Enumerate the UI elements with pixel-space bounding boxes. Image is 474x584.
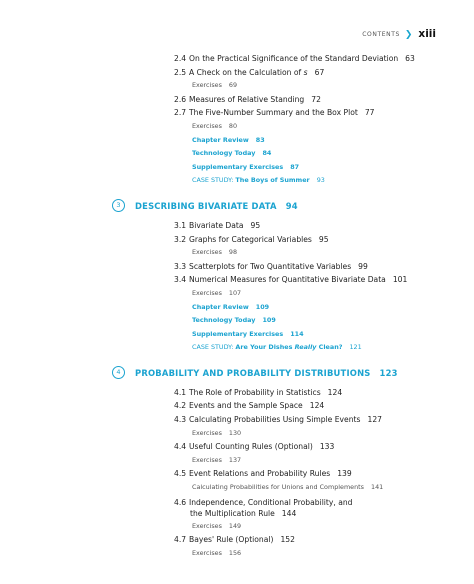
toc-section <box>0 467 474 481</box>
section-title: Bayes' Rule (Optional) <box>189 535 274 545</box>
page-ref: 63 <box>405 54 415 63</box>
toc-case-study <box>0 341 474 355</box>
page-ref: 69 <box>228 81 238 90</box>
running-header <box>362 28 436 40</box>
page-ref: 144 <box>281 508 297 518</box>
toc-section <box>0 233 474 247</box>
case-study-prefix: CASE STUDY: <box>192 176 236 185</box>
feature-title: Supplementary Exercises <box>192 329 284 338</box>
page-ref: 124 <box>327 387 343 397</box>
toc-section <box>0 219 474 233</box>
section-number: 2.6 <box>174 94 187 104</box>
feature-title: Technology Today <box>192 149 256 158</box>
section-title-emphasis: s <box>303 67 308 77</box>
section-title: Measures of Relative Standing <box>189 94 305 104</box>
toc-subentry <box>0 481 474 495</box>
page-ref: 80 <box>228 121 238 130</box>
subentry-title: Exercises <box>192 428 222 437</box>
page-ref: 123 <box>379 367 398 378</box>
section-number: 2.5 <box>174 67 187 77</box>
subentry-title: Exercises <box>192 81 222 90</box>
toc-section <box>0 386 474 400</box>
page-ref: 93 <box>316 176 325 185</box>
subentry-title: Exercises <box>192 455 222 464</box>
page-ref: 156 <box>228 548 242 557</box>
section-number: 3.4 <box>174 275 187 285</box>
page-ref: 109 <box>255 302 270 311</box>
section-number: 3.3 <box>174 261 187 271</box>
section-number: 3.2 <box>174 234 187 244</box>
case-study-title <box>235 176 309 184</box>
section-number: 4.2 <box>174 401 187 411</box>
page-ref: 137 <box>228 455 242 464</box>
section-title: Numerical Measures for Quantitative Bivariate Data <box>189 275 386 285</box>
section-title: Calculating Probabilities Using Simple Events <box>189 415 361 425</box>
case-study-title-end: Clean? <box>316 343 343 352</box>
toc-subentry <box>0 520 474 534</box>
toc-feature <box>0 301 474 315</box>
page-ref: 121 <box>349 343 362 352</box>
toc-section <box>0 66 474 80</box>
toc-feature <box>0 328 474 342</box>
section-number: 4.6 <box>174 497 187 507</box>
section-title: The Role of Probability in Statistics <box>189 387 321 397</box>
page-ref: 94 <box>285 200 298 211</box>
page-ref: 95 <box>318 234 329 244</box>
toc-section <box>0 533 474 547</box>
section-title: A Check on the Calculation of <box>189 67 304 77</box>
page-ref: 77 <box>364 108 375 118</box>
toc-case-study <box>0 174 474 188</box>
page-ref: 139 <box>337 469 352 479</box>
page-ref: 109 <box>262 316 276 325</box>
toc-section <box>0 106 474 120</box>
section-number: 4.4 <box>174 442 187 452</box>
section-number: 2.4 <box>174 54 187 63</box>
toc-section <box>0 273 474 287</box>
toc-feature <box>0 161 474 175</box>
toc-subentry <box>0 547 474 561</box>
feature-title: Chapter Review <box>192 302 249 311</box>
chapter-heading <box>0 195 474 215</box>
chevron-right-icon: ❯ <box>404 28 413 39</box>
subentry-title: Exercises <box>192 521 222 530</box>
page-ref: 133 <box>319 442 335 452</box>
subentry-title: Exercises <box>192 288 222 297</box>
chapter-title-text: DESCRIBING BIVARIATE DATA <box>135 200 277 211</box>
toc-section <box>0 93 474 107</box>
section-number: 2.7 <box>174 108 187 118</box>
toc-section <box>0 413 474 427</box>
subentry-title: Exercises <box>192 548 222 557</box>
page-ref: 98 <box>228 248 238 257</box>
toc-section <box>0 52 474 66</box>
page-ref: 114 <box>290 329 304 338</box>
page-ref: 99 <box>358 261 368 271</box>
section-title: Event Relations and Probability Rules <box>189 469 331 479</box>
section-title: Events and the Sample Space <box>189 401 303 411</box>
chapter-heading <box>0 362 474 382</box>
section-number: 3.1 <box>174 220 187 230</box>
chapter-title <box>135 201 298 211</box>
running-header-label: CONTENTS <box>362 30 400 38</box>
page-ref: 95 <box>250 220 261 230</box>
page-ref: 127 <box>367 415 382 425</box>
section-number: 4.3 <box>174 415 187 425</box>
page-ref: 87 <box>290 162 300 171</box>
table-of-contents <box>0 52 474 560</box>
toc-subentry <box>0 427 474 441</box>
chapter-title <box>135 368 398 378</box>
feature-title: Technology Today <box>192 316 256 325</box>
page-ref: 107 <box>228 288 242 297</box>
toc-section <box>0 399 474 413</box>
section-title: On the Practical Significance of the Standard Deviation <box>189 54 399 63</box>
section-title: Scatterplots for Two Quantitative Variables <box>189 261 352 271</box>
page-ref: 149 <box>228 521 242 530</box>
case-study-prefix: CASE STUDY: <box>192 343 236 352</box>
toc-feature <box>0 134 474 148</box>
toc-section <box>0 495 474 520</box>
toc-subentry <box>0 120 474 134</box>
page-ref: 152 <box>280 535 295 545</box>
section-title: Bivariate Data <box>189 220 244 230</box>
case-study-title-text: Are Your Dishes <box>235 343 295 352</box>
chapter-number-badge: 3 <box>112 199 125 212</box>
section-title: Independence, Conditional Probability, and <box>189 497 353 507</box>
toc-subentry <box>0 287 474 301</box>
toc-section <box>0 260 474 274</box>
case-study-title-emphasis: Really <box>294 343 317 352</box>
feature-title: Supplementary Exercises <box>192 162 284 171</box>
subentry-title: Exercises <box>192 121 222 130</box>
page-ref: 141 <box>371 483 384 492</box>
toc-subentry <box>0 454 474 468</box>
subentry-title: Exercises <box>192 248 222 257</box>
section-number: 4.1 <box>174 387 187 397</box>
toc-feature <box>0 314 474 328</box>
case-study-title-text: The Boys of Summer <box>235 176 310 185</box>
page-ref: 83 <box>255 135 265 144</box>
toc-subentry <box>0 79 474 93</box>
toc-section <box>0 440 474 454</box>
page-number: xiii <box>418 28 436 40</box>
section-title: Graphs for Categorical Variables <box>189 234 312 244</box>
page-ref: 67 <box>314 67 325 77</box>
chapter-number-badge: 4 <box>112 366 125 379</box>
section-number: 4.7 <box>174 535 187 545</box>
page-ref: 101 <box>392 275 408 285</box>
page-ref: 130 <box>228 428 242 437</box>
section-number: 4.5 <box>174 469 187 479</box>
toc-subentry <box>0 246 474 260</box>
subentry-title: Calculating Probabilities for Unions and Complements <box>192 483 364 492</box>
page-ref: 72 <box>311 94 321 104</box>
section-title: Useful Counting Rules (Optional) <box>189 442 313 452</box>
chapter-title-text: PROBABILITY AND PROBABILITY DISTRIBUTIONS <box>135 367 371 378</box>
page-ref: 84 <box>262 149 272 158</box>
section-title-line2: the Multiplication Rule <box>190 508 275 518</box>
toc-feature <box>0 147 474 161</box>
feature-title: Chapter Review <box>192 135 249 144</box>
page-ref: 124 <box>309 401 325 411</box>
case-study-title <box>235 343 342 351</box>
section-title: The Five-Number Summary and the Box Plot <box>189 108 358 118</box>
